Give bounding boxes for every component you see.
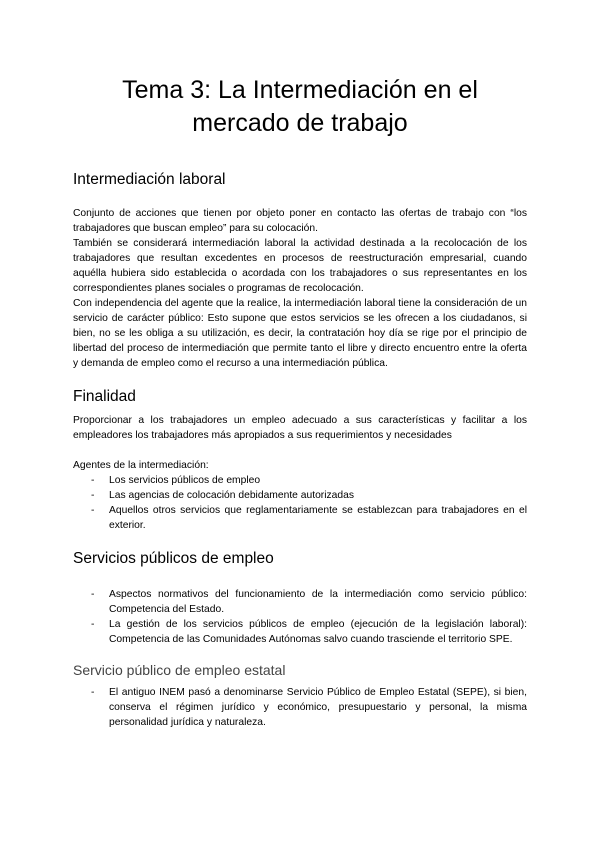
agents-label: Agentes de la intermediación: <box>73 460 209 471</box>
servicios-list <box>73 587 527 647</box>
paragraph: Conjunto de acciones que tienen por objeto poner en contacto las ofertas de trabajo con “los trabajadores que buscan empleo” para su colocación. <box>73 208 527 234</box>
section-heading: Intermediación laboral <box>73 171 226 188</box>
subsection-heading: Servicio público de empleo estatal <box>73 662 286 678</box>
list-item: - La gestión de los servicios públicos de empleo (ejecución de la legislación laboral): Competencia de las Comunidades Autónomas salvo cuando trasciende el territorio SPE. <box>73 617 527 647</box>
list-item: - El antiguo INEM pasó a denominarse Servicio Público de Empleo Estatal (SEPE), si bien, conserva el régimen jurídico y económico, presupuestario y personal, la misma personalidad jurídica y naturaleza. <box>73 685 527 730</box>
agents-list <box>73 473 527 533</box>
list-item: - Aspectos normativos del funcionamiento de la intermediación como servicio público: Competencia del Estado. <box>73 587 527 617</box>
document-title <box>73 0 527 140</box>
section-heading: Servicios públicos de empleo <box>73 550 274 567</box>
list-item: - Los servicios públicos de empleo <box>73 473 527 488</box>
section-servicio-estatal <box>73 661 527 730</box>
paragraph: También se considerará intermediación laboral la actividad destinada a la recolocación de los trabajadores que resultan excedentes en procesos de reestructuración empresarial, cuando aquélla hubiera sido establecida o acordada con los trabajadores o sus representantes en los correspondientes planes sociales o programas de recolocación. <box>73 238 527 294</box>
estatal-list <box>73 685 527 730</box>
section-heading: Finalidad <box>73 388 136 405</box>
section-finalidad <box>73 387 527 533</box>
title-line-2: mercado de trabajo <box>192 109 408 137</box>
list-item: - Aquellos otros servicios que reglamentariamente se establezcan para trabajadores en el exterior. <box>73 503 527 533</box>
paragraph: Con independencia del agente que la realice, la intermediación laboral tiene la consideración de un servicio de carácter público: Esto supone que estos servicios se les ofrecen a los ciudadanos, si bien, no se les obliga a su utilización, es decir, la contratación hoy día se rige por el principio de libertad del proceso de intermediación que permite tanto el libre y directo encuentro entre la oferta y demanda de empleo como el recurso a una intermediación pública. <box>73 298 527 369</box>
title-line-1: Tema 3: La Intermediación en el <box>122 76 478 104</box>
list-item: - Las agencias de colocación debidamente autorizadas <box>73 488 527 503</box>
paragraph: Proporcionar a los trabajadores un empleo adecuado a sus características y facilitar a los empleadores los trabajadores más apropiados a sus requerimientos y necesidades <box>73 415 527 441</box>
section-servicios-publicos <box>73 549 527 647</box>
section-intermediacion-laboral <box>73 170 527 371</box>
